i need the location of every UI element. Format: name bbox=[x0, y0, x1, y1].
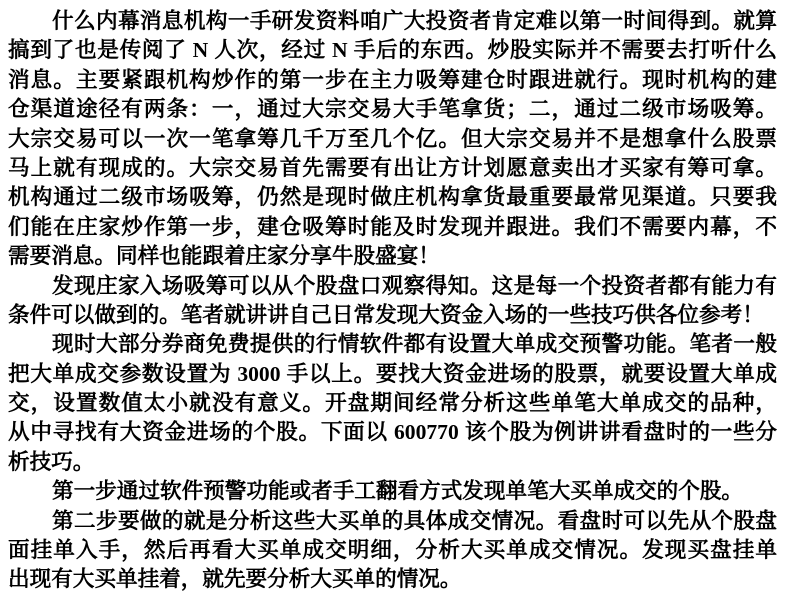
text-line: 大宗交易可以一次一笔拿筹几千万至几个亿。但大宗交易并不是想拿什么股票 bbox=[8, 126, 777, 151]
text-line: 面挂单入手，然后再看大买单成交明细，分析大买单成交情况。发现买盘挂单 bbox=[8, 538, 777, 563]
text-line: 从中寻找有大资金进场的个股。下面以 600770 该个股为例讲讲看盘时的一些分 bbox=[8, 420, 777, 445]
text-line: 第一步通过软件预警功能或者手工翻看方式发现单笔大买单成交的个股。 bbox=[52, 479, 744, 504]
text-line: 消息。主要紧跟机构炒作的第一步在主力吸筹建仓时跟进就行。现时机构的建 bbox=[8, 67, 777, 92]
text-line: 交，设置数值太小就没有意义。开盘期间经常分析这些单笔大单成交的品种， bbox=[8, 391, 777, 416]
text-line: 仓渠道途径有两条：一，通过大宗交易大手笔拿货；二，通过二级市场吸筹。 bbox=[8, 97, 777, 122]
text-line: 们能在庄家炒作第一步，建仓吸筹时能及时发现并跟进。我们不需要内幕，不 bbox=[8, 214, 777, 239]
text-line: 第二步要做的就是分析这些大买单的具体成交情况。看盘时可以先从个股盘 bbox=[52, 508, 777, 533]
text-line: 把大单成交参数设置为 3000 手以上。要找大资金进场的股票，就要设置大单成 bbox=[8, 361, 777, 386]
text-line: 马上就有现成的。大宗交易首先需要有出让方计划愿意卖出才买家有筹可拿。 bbox=[8, 155, 777, 180]
text-line: 条件可以做到的。笔者就讲讲自己日常发现大资金入场的一些技巧供各位参考！ bbox=[8, 302, 764, 327]
text-line: 机构通过二级市场吸筹，仍然是现时做庄机构拿货最重要最常见渠道。只要我 bbox=[8, 185, 777, 210]
text-line: 出现有大买单挂着，就先要分析大买单的情况。 bbox=[8, 567, 462, 592]
text-line: 析技巧。 bbox=[8, 449, 95, 474]
text-line: 什么内幕消息机构一手研发资料咱广大投资者肯定难以第一时间得到。就算 bbox=[52, 9, 777, 33]
text-line: 搞到了也是传阅了 N 人次，经过 N 手后的东西。炒股实际并不需要去打听什么 bbox=[8, 38, 777, 63]
text-line: 需要消息。同样也能跟着庄家分享牛股盛宴！ bbox=[8, 244, 440, 269]
text-line: 现时大部分券商免费提供的行情软件都有设置大单成交预警功能。笔者一般 bbox=[52, 332, 777, 357]
text-line: 发现庄家入场吸筹可以从个股盘口观察得知。这是每一个投资者都有能力有 bbox=[52, 273, 777, 298]
